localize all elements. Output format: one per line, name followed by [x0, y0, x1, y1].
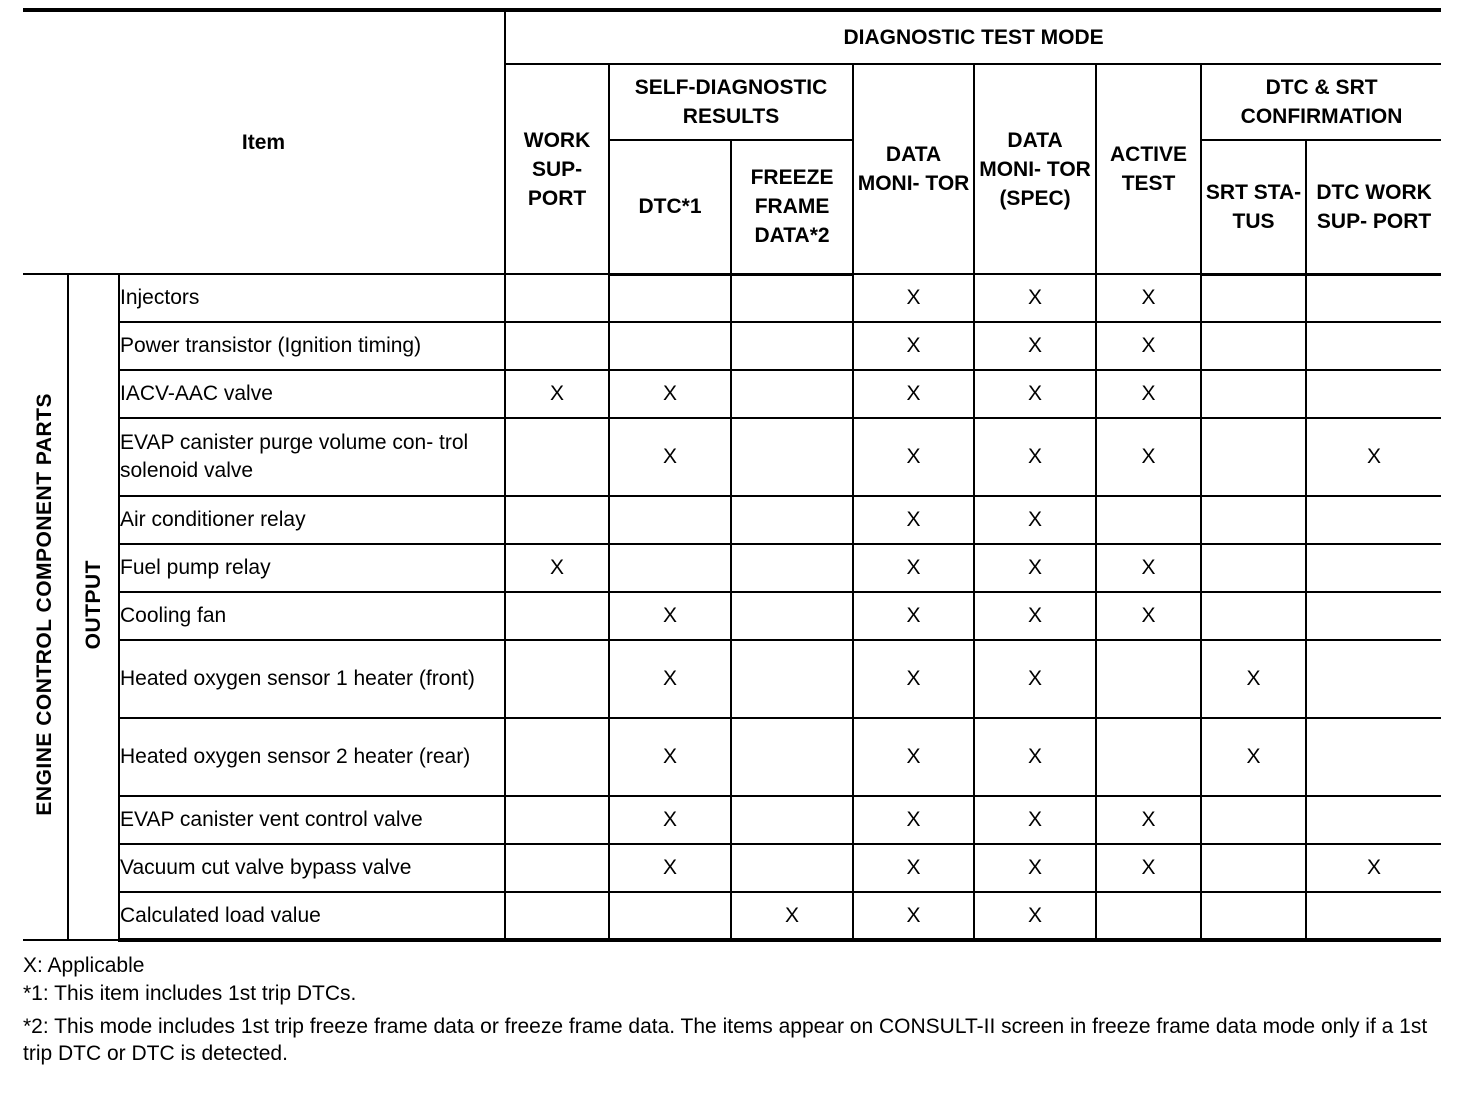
item-name: Air conditioner relay: [119, 496, 505, 544]
table-row: [23, 844, 1441, 892]
applicable-mark: [1201, 496, 1306, 544]
applicable-mark: X: [609, 718, 731, 796]
applicable-mark: [731, 418, 853, 496]
table-row: [23, 322, 1441, 370]
applicable-mark: [1201, 274, 1306, 322]
item-name: Fuel pump relay: [119, 544, 505, 592]
applicable-mark: [505, 496, 609, 544]
applicable-mark: X: [1096, 592, 1201, 640]
applicable-mark: X: [1096, 370, 1201, 418]
applicable-mark: X: [853, 418, 974, 496]
applicable-mark: [731, 592, 853, 640]
applicable-mark: [1306, 496, 1441, 544]
applicable-mark: X: [1201, 640, 1306, 718]
header-data-monitor-spec: DATA MONI- TOR (SPEC): [974, 64, 1096, 274]
applicable-mark: X: [853, 718, 974, 796]
applicable-mark: X: [974, 592, 1096, 640]
item-name: EVAP canister vent control valve: [119, 796, 505, 844]
applicable-mark: [731, 496, 853, 544]
applicable-mark: X: [974, 718, 1096, 796]
applicable-mark: X: [974, 544, 1096, 592]
group-label: ENGINE CONTROL COMPONENT PARTS: [33, 393, 56, 816]
table-row: [23, 592, 1441, 640]
item-name: Cooling fan: [119, 592, 505, 640]
applicable-mark: [609, 274, 731, 322]
applicable-mark: X: [853, 844, 974, 892]
applicable-mark: [505, 796, 609, 844]
applicable-mark: [1096, 718, 1201, 796]
applicable-mark: [1306, 274, 1441, 322]
applicable-mark: X: [1306, 418, 1441, 496]
applicable-mark: X: [974, 274, 1096, 322]
header-self-diagnostic-results: SELF-DIAGNOSTIC RESULTS: [609, 64, 853, 140]
applicable-mark: [1306, 796, 1441, 844]
header-dtc1: DTC*1: [609, 140, 731, 274]
header-diagnostic-test-mode: DIAGNOSTIC TEST MODE: [505, 10, 1441, 64]
applicable-mark: X: [609, 844, 731, 892]
applicable-mark: [505, 892, 609, 940]
item-name: EVAP canister purge volume con- trol solenoid valve: [119, 418, 505, 496]
applicable-mark: X: [1306, 844, 1441, 892]
applicable-mark: [505, 274, 609, 322]
applicable-mark: [1096, 496, 1201, 544]
item-name: IACV-AAC valve: [119, 370, 505, 418]
applicable-mark: X: [505, 370, 609, 418]
item-name: Heated oxygen sensor 2 heater (rear): [119, 718, 505, 796]
applicable-mark: [1306, 370, 1441, 418]
applicable-mark: [731, 718, 853, 796]
header-data-monitor: DATA MONI- TOR: [853, 64, 974, 274]
applicable-mark: [1306, 592, 1441, 640]
table-row: [23, 544, 1441, 592]
applicable-mark: X: [609, 418, 731, 496]
applicable-mark: X: [853, 370, 974, 418]
applicable-mark: X: [853, 496, 974, 544]
applicable-mark: [731, 274, 853, 322]
applicable-mark: [731, 640, 853, 718]
applicable-mark: X: [1096, 796, 1201, 844]
header-dtc-work-support: DTC WORK SUP- PORT: [1306, 140, 1441, 274]
item-name: Vacuum cut valve bypass valve: [119, 844, 505, 892]
applicable-mark: [1201, 844, 1306, 892]
header-dtc-srt-confirmation: DTC & SRT CONFIRMATION: [1201, 64, 1441, 140]
applicable-mark: [505, 718, 609, 796]
applicable-mark: X: [974, 370, 1096, 418]
applicable-mark: [609, 496, 731, 544]
applicable-mark: [1096, 892, 1201, 940]
applicable-mark: [609, 892, 731, 940]
applicable-mark: [731, 844, 853, 892]
applicable-mark: [1201, 544, 1306, 592]
applicable-mark: [609, 322, 731, 370]
table-row: [23, 274, 1441, 322]
applicable-mark: X: [1096, 322, 1201, 370]
table-row: [23, 640, 1441, 718]
applicable-mark: X: [609, 370, 731, 418]
applicable-mark: X: [974, 496, 1096, 544]
applicable-mark: X: [1201, 718, 1306, 796]
legend: [23, 952, 1441, 1067]
table-row: [23, 796, 1441, 844]
applicable-mark: [505, 322, 609, 370]
applicable-mark: [505, 418, 609, 496]
applicable-mark: X: [609, 592, 731, 640]
applicable-mark: [1306, 718, 1441, 796]
subgroup-label-cell: [68, 274, 119, 940]
applicable-mark: X: [1096, 844, 1201, 892]
header-active-test: ACTIVE TEST: [1096, 64, 1201, 274]
legend-note-1: *1: This item includes 1st trip DTCs.: [23, 982, 357, 1005]
header-freeze-frame-data: FREEZE FRAME DATA*2: [731, 140, 853, 274]
diagnostic-test-mode-document: [23, 8, 1441, 1067]
applicable-mark: X: [853, 274, 974, 322]
legend-applicable: X: Applicable: [23, 954, 145, 977]
applicable-mark: [505, 844, 609, 892]
header-item: Item: [23, 10, 505, 274]
applicable-mark: X: [853, 796, 974, 844]
applicable-mark: X: [974, 418, 1096, 496]
applicable-mark: [1306, 544, 1441, 592]
applicable-mark: [1306, 892, 1441, 940]
applicable-mark: X: [1096, 544, 1201, 592]
legend-note-2: *2: This mode includes 1st trip freeze frame data or freeze frame data. The items appear on CONSULT-II screen in freeze frame data mode only if a 1st trip DTC or DTC is detected.: [23, 1015, 1428, 1065]
header-srt-status: SRT STA- TUS: [1201, 140, 1306, 274]
item-name: Heated oxygen sensor 1 heater (front): [119, 640, 505, 718]
table-row: [23, 892, 1441, 940]
header-work-support: WORK SUP- PORT: [505, 64, 609, 274]
applicable-mark: [731, 544, 853, 592]
applicable-mark: X: [1096, 274, 1201, 322]
applicable-mark: [731, 322, 853, 370]
applicable-mark: X: [974, 322, 1096, 370]
applicable-mark: X: [853, 640, 974, 718]
applicable-mark: [609, 544, 731, 592]
applicable-mark: [1201, 892, 1306, 940]
applicable-mark: [1201, 418, 1306, 496]
applicable-mark: X: [974, 844, 1096, 892]
applicable-mark: [1306, 640, 1441, 718]
applicable-mark: [1201, 592, 1306, 640]
table-row: [23, 496, 1441, 544]
applicable-mark: X: [853, 544, 974, 592]
applicable-mark: [505, 640, 609, 718]
table-row: [23, 718, 1441, 796]
item-name: Calculated load value: [119, 892, 505, 940]
applicable-mark: [1096, 640, 1201, 718]
applicable-mark: [731, 796, 853, 844]
subgroup-label: OUTPUT: [81, 559, 105, 650]
table-body: [23, 274, 1441, 940]
applicable-mark: X: [853, 322, 974, 370]
applicable-mark: [731, 370, 853, 418]
applicable-mark: X: [609, 796, 731, 844]
applicable-mark: [505, 592, 609, 640]
applicable-mark: [1201, 370, 1306, 418]
applicable-mark: X: [853, 592, 974, 640]
applicable-mark: X: [609, 640, 731, 718]
applicable-mark: X: [974, 640, 1096, 718]
applicable-mark: X: [974, 796, 1096, 844]
applicable-mark: X: [505, 544, 609, 592]
applicable-mark: X: [853, 892, 974, 940]
applicable-mark: X: [731, 892, 853, 940]
applicable-mark: [1201, 322, 1306, 370]
applicable-mark: [1306, 322, 1441, 370]
table-row: [23, 370, 1441, 418]
applicable-mark: X: [974, 892, 1096, 940]
diagnostic-test-mode-table: [23, 8, 1441, 942]
group-label-cell: [23, 274, 68, 940]
applicable-mark: X: [1096, 418, 1201, 496]
item-name: Injectors: [119, 274, 505, 322]
applicable-mark: [1201, 796, 1306, 844]
item-name: Power transistor (Ignition timing): [119, 322, 505, 370]
table-row: [23, 418, 1441, 496]
